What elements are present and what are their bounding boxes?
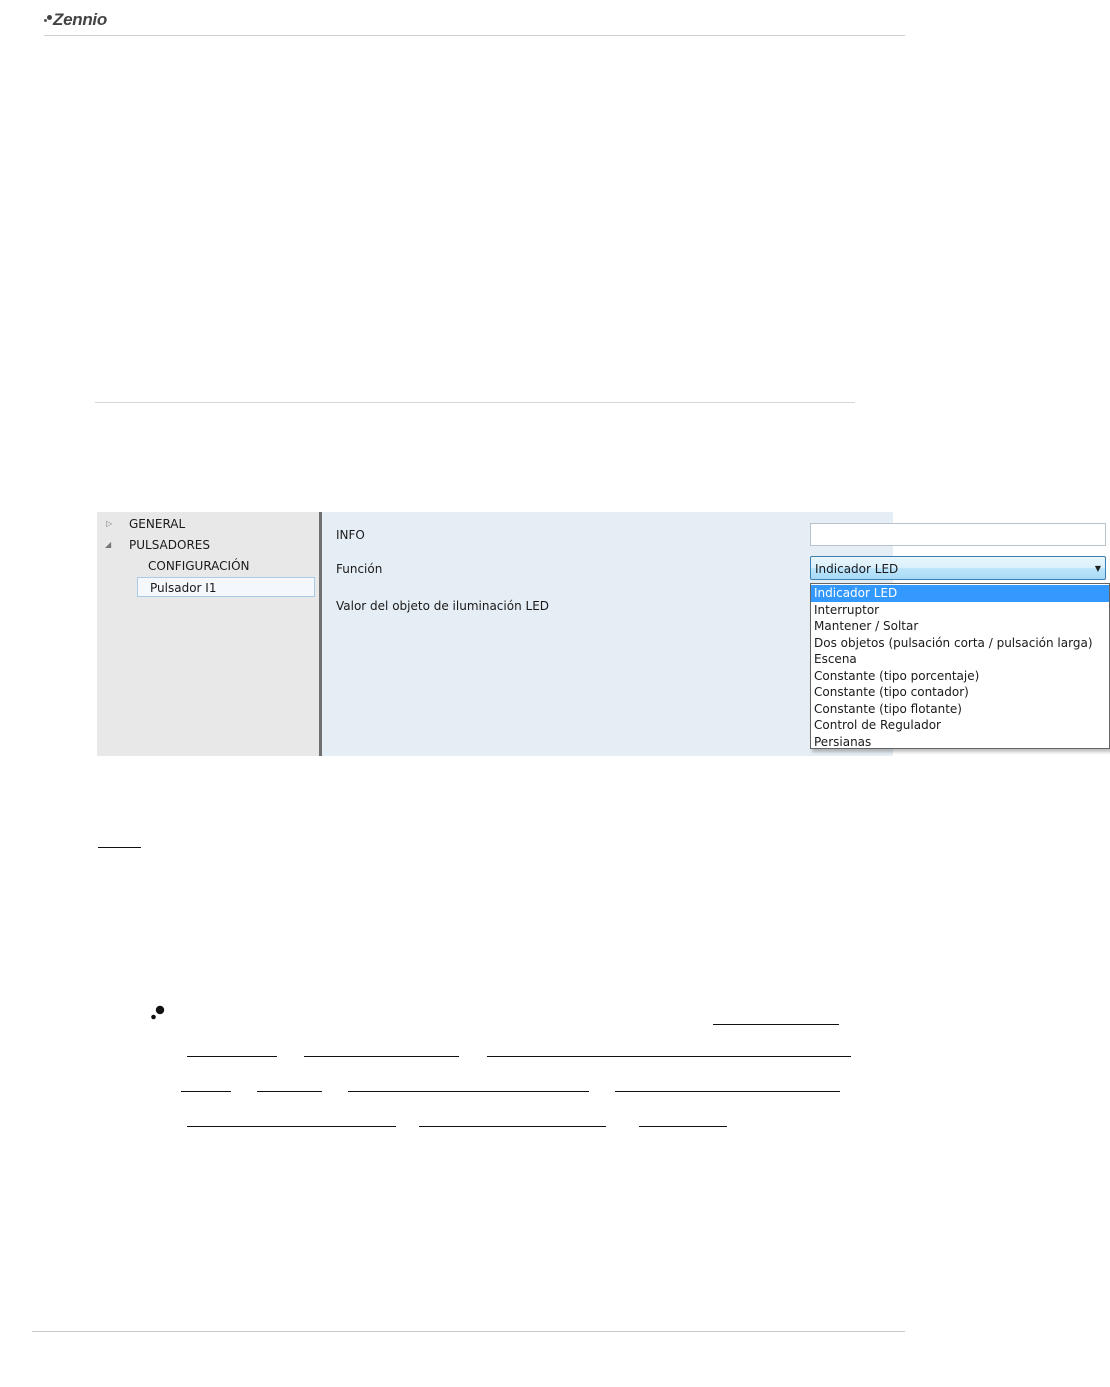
dropdown-option[interactable]: Control de Regulador (814, 718, 941, 732)
link-underline[interactable] (181, 1091, 231, 1092)
funcion-select[interactable] (810, 556, 1106, 580)
link-underline[interactable] (639, 1126, 727, 1127)
collapsed-triangle-icon[interactable]: ▷ (106, 519, 113, 528)
tree-item-general[interactable]: GENERAL (129, 517, 186, 531)
parameter-tree (97, 512, 319, 756)
funcion-dropdown-list (810, 583, 1110, 749)
link-underline[interactable] (419, 1126, 606, 1127)
dropdown-option[interactable]: Constante (tipo flotante) (814, 701, 962, 716)
dropdown-option[interactable]: Constante (tipo contador) (814, 685, 969, 699)
funcion-select-value: Indicador LED (815, 562, 899, 576)
link-underline[interactable] (187, 1126, 396, 1127)
info-field[interactable] (810, 523, 1106, 546)
funcion-label: Función (336, 562, 383, 576)
footer-divider (32, 1331, 905, 1332)
tree-item-pulsador-i1[interactable] (137, 577, 315, 597)
info-label: INFO (336, 528, 365, 542)
link-underline[interactable] (187, 1056, 277, 1057)
section-divider (95, 402, 855, 403)
parameter-panel (322, 512, 1101, 756)
logo-text: Zennio (53, 10, 107, 29)
bullet-icon (150, 1005, 166, 1021)
dropdown-option[interactable]: Interruptor (814, 602, 880, 617)
tree-item-configuracion[interactable]: CONFIGURACIÓN (148, 559, 250, 573)
dropdown-option[interactable]: Dos objetos (pulsación corta / pulsación larga) (814, 635, 1093, 650)
link-underline[interactable] (615, 1091, 840, 1092)
ets-parameter-window (97, 512, 1101, 756)
heading-underline (98, 847, 141, 848)
link-underline[interactable] (257, 1091, 322, 1092)
zennio-logo (44, 10, 107, 30)
dropdown-option[interactable]: Escena (814, 652, 857, 666)
link-underline[interactable] (487, 1056, 851, 1057)
link-underline[interactable] (304, 1056, 459, 1057)
header-divider (44, 35, 905, 36)
expanded-triangle-icon[interactable]: ◢ (105, 540, 112, 549)
tree-item-pulsador-i1-label: Pulsador I1 (150, 581, 217, 595)
dropdown-option[interactable]: Constante (tipo porcentaje) (814, 668, 980, 683)
link-underline[interactable] (348, 1091, 589, 1092)
dropdown-option[interactable]: Persianas (814, 734, 872, 749)
link-underline[interactable] (713, 1024, 839, 1025)
led-object-value-label: Valor del objeto de iluminación LED (336, 599, 550, 613)
dropdown-option[interactable]: Mantener / Soltar (814, 619, 919, 633)
dropdown-option[interactable]: Indicador LED (811, 585, 1109, 602)
tree-item-pulsadores[interactable]: PULSADORES (129, 538, 210, 552)
logo-dots-icon (44, 13, 52, 27)
chevron-down-icon[interactable]: ▼ (1094, 564, 1101, 573)
